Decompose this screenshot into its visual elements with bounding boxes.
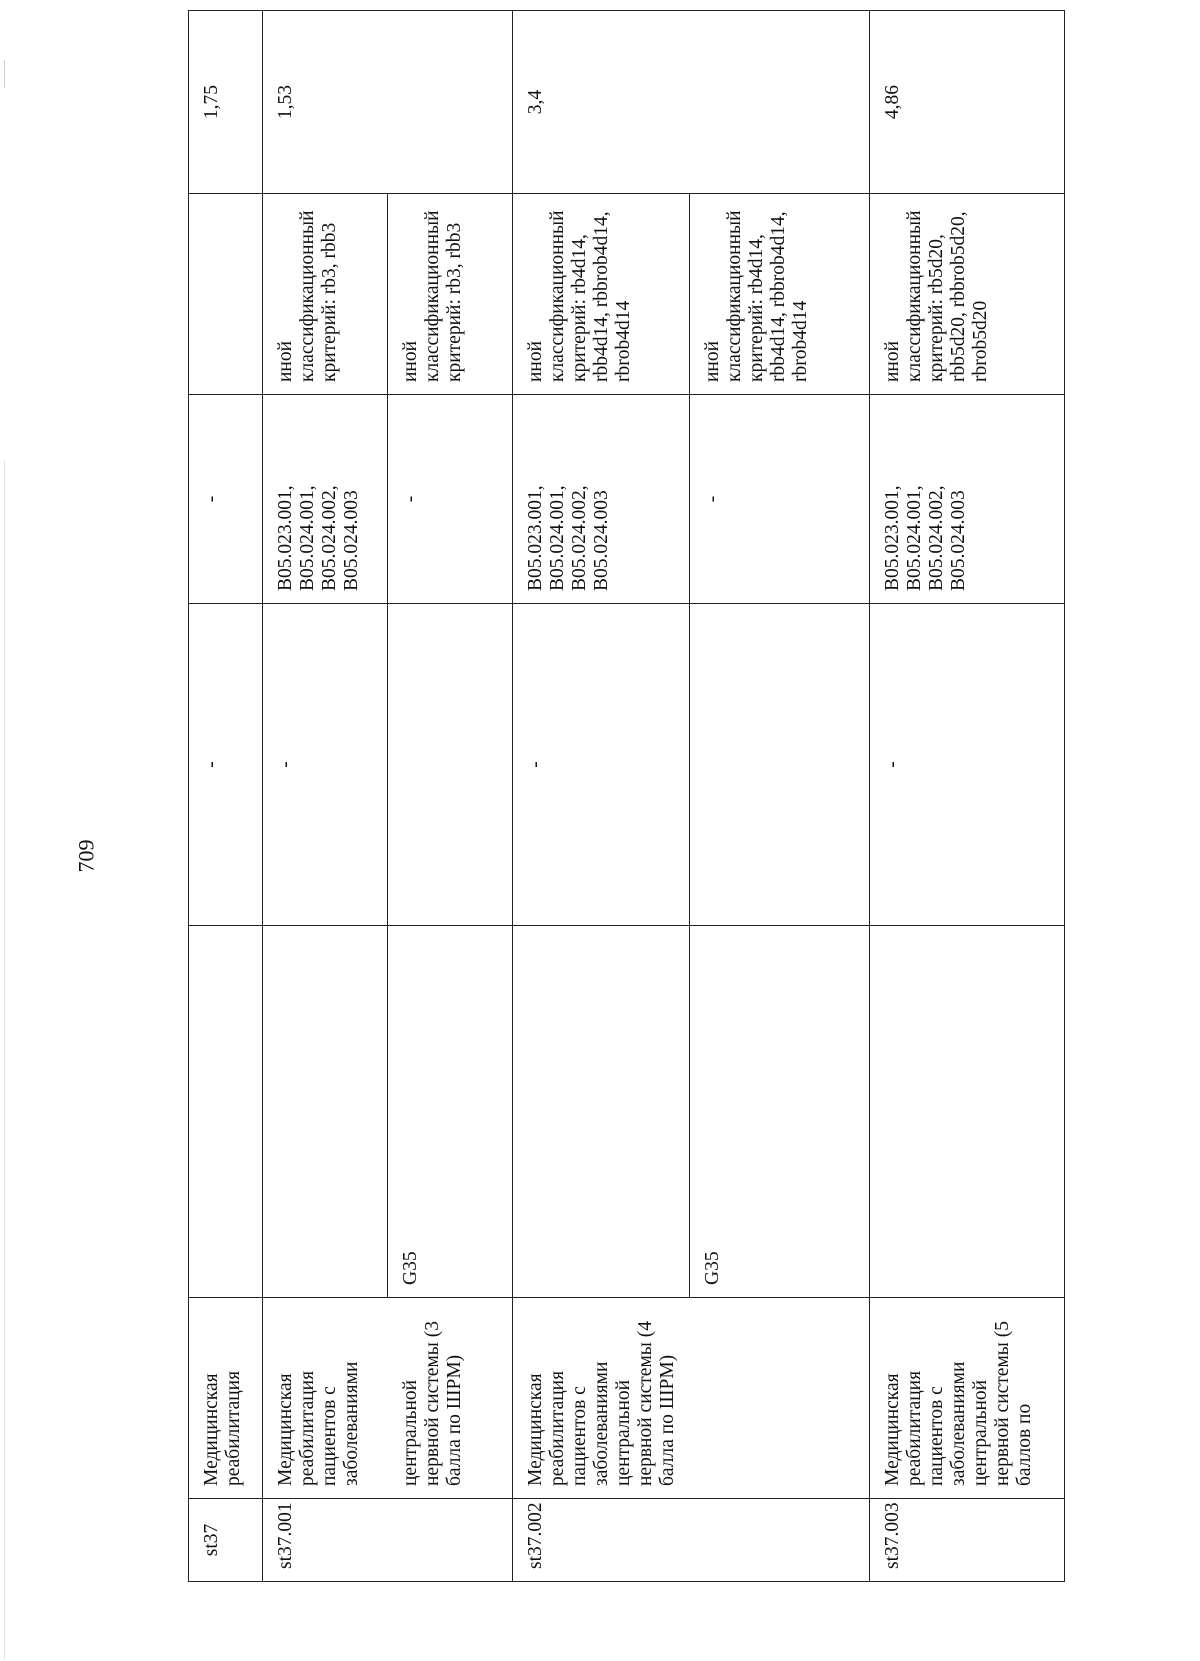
cell-other-criterion: иной классификационный критерий: rb3, rbb3 [388, 194, 513, 395]
cell-age: - [189, 395, 263, 604]
table-row [388, 11, 513, 1582]
cell-service: - [513, 604, 690, 926]
cell-other-criterion [189, 194, 263, 395]
cell-other-criterion: иной классификационный критерий: rb3, rbb3 [263, 194, 388, 395]
cell-coefficient: 3,4 [513, 11, 690, 194]
tariff-table [188, 10, 1065, 1582]
cell-coefficient: 1,75 [189, 11, 263, 194]
cell-code [388, 1499, 513, 1582]
cell-age: - [690, 395, 870, 604]
cell-code: st37.001 [263, 1499, 388, 1582]
cell-other-criterion: иной классификационный критерий: rb4d14, rbb4d14, rbbrob4d14, rbrob4d14 [690, 194, 870, 395]
cell-code [690, 1499, 870, 1582]
cell-name: Медицинская реабилитация пациентов с заболеваниями [263, 1298, 388, 1499]
table-row [513, 11, 690, 1582]
cell-service: - [870, 604, 1065, 926]
cell-age: B05.023.001, B05.024.001, B05.024.002, B05.024.003 [870, 395, 1065, 604]
cell-name: Медицинская реабилитация пациентов с заболеваниями центральной нервной системы (5 баллов по [870, 1298, 1065, 1499]
cell-service: - [263, 604, 388, 926]
table-row [690, 11, 870, 1582]
scan-edge-line-top [4, 60, 5, 88]
cell-diagnosis [870, 926, 1065, 1298]
cell-service [690, 604, 870, 926]
cell-name: Медицинская реабилитация [189, 1298, 263, 1499]
cell-code: st37.003 [870, 1499, 1065, 1582]
cell-other-criterion: иной классификационный критерий: rb4d14, rbb4d14, rbbrob4d14, rbrob4d14 [513, 194, 690, 395]
cell-service: - [189, 604, 263, 926]
cell-age: B05.023.001, B05.024.001, B05.024.002, B05.024.003 [513, 395, 690, 604]
cell-coefficient: 4,86 [870, 11, 1065, 194]
cell-name [690, 1298, 870, 1499]
cell-service [388, 604, 513, 926]
table-row [870, 11, 1065, 1582]
table-row [189, 11, 263, 1582]
cell-age: - [388, 395, 513, 604]
scan-edge-line-mid [4, 460, 5, 1660]
cell-diagnosis [513, 926, 690, 1298]
rotated-table-container [188, 84, 1064, 1582]
cell-other-criterion: иной классификационный критерий: rb5d20, rbb5d20, rbbrob5d20, rbrob5d20 [870, 194, 1065, 395]
cell-age: B05.023.001, B05.024.001, B05.024.002, B05.024.003 [263, 395, 388, 604]
page-number: 709 [73, 839, 99, 873]
cell-code: st37 [189, 1499, 263, 1582]
cell-diagnosis [189, 926, 263, 1298]
cell-coefficient [388, 11, 513, 194]
table-row [263, 11, 388, 1582]
cell-diagnosis: G35 [388, 926, 513, 1298]
cell-coefficient: 1,53 [263, 11, 388, 194]
cell-code: st37.002 [513, 1499, 690, 1582]
cell-coefficient [690, 11, 870, 194]
cell-diagnosis: G35 [690, 926, 870, 1298]
cell-diagnosis [263, 926, 388, 1298]
cell-name: Медицинская реабилитация пациентов с заболеваниями центральной нервной системы (4 балла по ШРМ) [513, 1298, 690, 1499]
cell-name: центральной нервной системы (3 балла по ШРМ) [388, 1298, 513, 1499]
